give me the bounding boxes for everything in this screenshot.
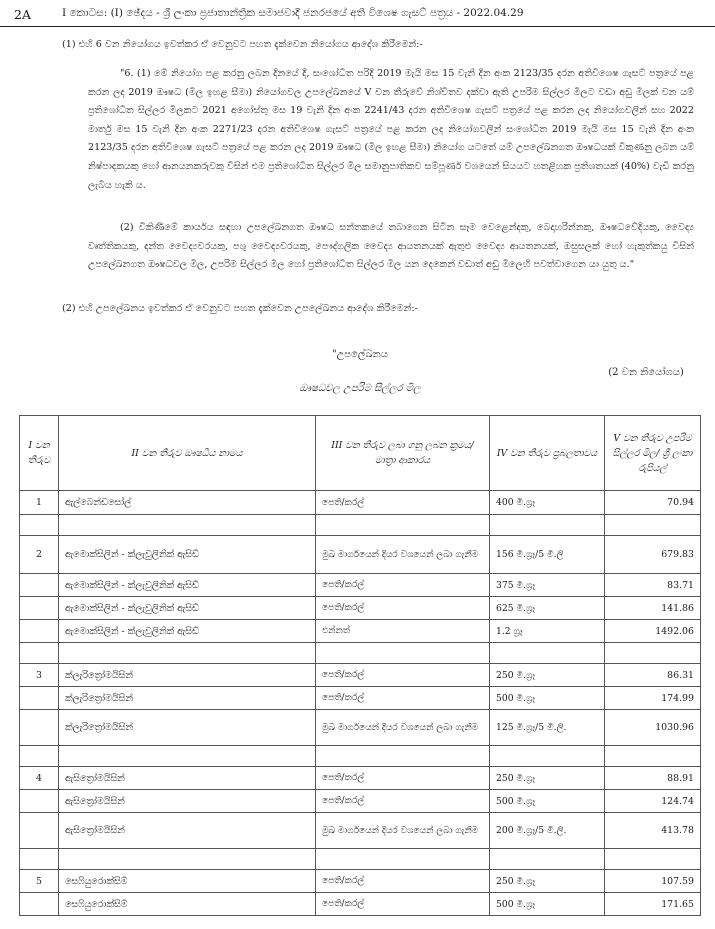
paragraph-regulation-6-2: (2) විකිණීමේ කාර්යය සඳහා උපලේඛනගත ඖෂධ සන්තකයේ තබාගෙන සිටින සෑම වෙළෙන්දකු, බෙදාහරින්නකු, ඖෂධවේදියකු, වෛද්‍ය වෘත්තිකයකු, දන්ත වෛද්‍යවරයකු, පශු වෛද්‍යවරයකු, පෞද්ගලික වෛද්‍ය ආයතනයක් ඇතුළු වෛද්‍ය ආයතනයක්, ඔසුසලක් හෝ හැකුත්කයු විසින් උපලේඛනගත ඖෂධවල මිල, උපරිම සිල්ලර මිල හෝ ප්‍රතිශෝධිත සිල්ලර මිල යන දෙකෙන් වඩාත් අඩු මිලෙහි පවත්වාගෙන යා යුතු ය." (88, 222, 694, 271)
spacer-cell (490, 515, 605, 536)
spacer-cell (316, 849, 490, 870)
cell-drug-name: ඇසිත්‍රෝමයිසින් (59, 767, 316, 790)
cell-max-price: 107.59 (605, 870, 701, 893)
table-row (20, 893, 701, 916)
cell-drug-name: ක්ලැරිත්‍රෝමයිසින් (59, 664, 316, 687)
table-row (20, 664, 701, 687)
table-row (20, 620, 701, 643)
cell-max-price: 70.94 (605, 491, 701, 515)
table-row (20, 790, 701, 813)
spacer-cell (316, 515, 490, 536)
spacer-cell (605, 643, 701, 664)
table-row (20, 597, 701, 620)
cell-dosage-form: මුඛ මාර්ගයෙන් දියර වශයෙන් ලබා ගැනීම (316, 813, 490, 849)
header-col-1: I වන තීරුව (20, 416, 59, 491)
cell-drug-name: ක්ලැරිත්‍රෝමයිසින් (59, 710, 316, 746)
spacer-cell (605, 849, 701, 870)
cell-dosage-form: පෙති/කරල් (316, 687, 490, 710)
cell-number: 3 (20, 664, 59, 687)
spacer-cell (20, 515, 59, 536)
cell-drug-name: ඇසිත්‍රෝමයිසින් (59, 790, 316, 813)
cell-dosage-form: පෙති/කරල් (316, 597, 490, 620)
cell-number (20, 687, 59, 710)
cell-max-price: 1492.06 (605, 620, 701, 643)
spacer-cell (59, 849, 316, 870)
table-row (20, 870, 701, 893)
cell-drug-name: ඇමොක්සිලින් - ක්ලැවුලිනික් ඇසිඩ් (59, 620, 316, 643)
table-spacer-row (20, 515, 701, 536)
cell-max-price: 86.31 (605, 664, 701, 687)
cell-max-price: 171.65 (605, 893, 701, 916)
paragraph-2: (2) එහි උපලේඛනය ඉවත්කර ඒ වෙනුවට පහත දැක්වෙන උපලේඛනය ආදේශ කිරීමෙන්:- (62, 303, 418, 314)
cell-max-price: 679.83 (605, 536, 701, 574)
cell-drug-name: ඇමොක්සිලින් - ක්ලැවුලිනික් ඇසිඩ් (59, 536, 316, 574)
cell-max-price: 1030.96 (605, 710, 701, 746)
table-row (20, 491, 701, 515)
spacer-cell (59, 515, 316, 536)
schedule-reference: (2 වන නියෝගය) (608, 367, 684, 378)
cell-dosage-form: පෙති/කරල් (316, 767, 490, 790)
cell-number: 5 (20, 870, 59, 893)
table-row (20, 687, 701, 710)
cell-number: 2 (20, 536, 59, 574)
table-row (20, 710, 701, 746)
cell-strength: 250 මි.ග්‍රෑ (490, 767, 605, 790)
table-row (20, 813, 701, 849)
spacer-cell (490, 643, 605, 664)
header-col-4: IV වන තීරුව ප්‍රබලතාවය (490, 416, 605, 491)
cell-drug-name: ඇසිත්‍රෝමයිසින් (59, 813, 316, 849)
cell-number (20, 790, 59, 813)
cell-number (20, 620, 59, 643)
cell-strength: 125 මි.ග්‍රෑ/5 මි.ලි. (490, 710, 605, 746)
table-body (20, 491, 701, 916)
spacer-cell (316, 746, 490, 767)
cell-dosage-form: පෙති/කරල් (316, 790, 490, 813)
cell-number (20, 574, 59, 597)
gazette-title: I කොටස: (I) ඡේදය - ශ්‍රී ලංකා ප්‍රජාතාන්ත්‍රික සමාජවාදී ජනරජයේ අති විශෙෂ ගැසට් පත්‍රය - 2022.04.29 (62, 7, 524, 19)
cell-strength: 375 මි.ග්‍රෑ (490, 574, 605, 597)
table-row (20, 536, 701, 574)
table-spacer-row (20, 643, 701, 664)
cell-strength: 156 මි.ග්‍රෑ/5 මි.ලි (490, 536, 605, 574)
cell-strength: 500 මි.ග්‍රෑ (490, 790, 605, 813)
cell-dosage-form: පෙති/කරල් (316, 574, 490, 597)
cell-drug-name: සෙෆියුරොක්සිම් (59, 870, 316, 893)
cell-dosage-form: එන්නත් (316, 620, 490, 643)
cell-strength: 400 මි.ග්‍රෑ (490, 491, 605, 515)
page-number: 2A (14, 7, 31, 22)
spacer-cell (20, 746, 59, 767)
header-col-5: V වන තීරුව උපරිම සිල්ලර මිල/ ශ්‍රී ලංකා රුපියල් (605, 416, 701, 491)
cell-strength: 625 මි.ග්‍රෑ (490, 597, 605, 620)
cell-drug-name: සෙෆියුරොක්සිම් (59, 893, 316, 916)
cell-drug-name: ක්ලැරිත්‍රෝමයිසින් (59, 687, 316, 710)
cell-max-price: 88.91 (605, 767, 701, 790)
spacer-cell (490, 746, 605, 767)
spacer-cell (59, 643, 316, 664)
spacer-cell (59, 746, 316, 767)
cell-number (20, 813, 59, 849)
cell-dosage-form: පෙති/කරල් (316, 491, 490, 515)
cell-number: 1 (20, 491, 59, 515)
cell-dosage-form: මුඛ මාර්ගයෙන් දියර වශයෙන් ලබා ගැනීම (316, 536, 490, 574)
cell-strength: 250 මි.ග්‍රෑ (490, 664, 605, 687)
spacer-cell (605, 515, 701, 536)
paragraph-regulation-6-1: "6. (1) මේ නියෝග පළ කරනු ලබන දිනයේ දී, සංශෝධිත පරිදි 2019 මැයි මස 15 වැනි දින අංක 2123/35 දරන අතිවිශෙෂ ගැසට් පත්‍රයේ පළ කරන ලද 2019 ඖෂධ (මිල ඉහළ සීමා) නියෝගවල උපලේඛනයේ V වන තීරුවේ නිශ්චිතව දක්වා ඇති උපරිම සිල්ලර මිලට වඩා අඩු මිලක් වන යම් ප්‍රතිශෝධිත සිල්ලර මිලකට 2021 අගෝස්තු මස 19 වැනි දින අංක 2241/43 දරන අතිවිශෙෂ ගැසට් පත්‍රයේ පළ කරන ලද නියෝගවලින් සහ 2022 මාර්තු මස 15 වැනි දින අංක 2271/23 දරන අතිවිශෙෂ ගැසට් පත්‍රයේ පළ කරන ලද නියෝගවලින් සංශෝධිත 2019 මැයි මස 15 වැනි දින අංක 2123/35 දරන අතිවිශෙෂ ගැසට් පත්‍රයේ පළ කරන ලද 2019 ඖෂධ (මිල ඉහළ සීමා) නියෝග යටතේ යම් උපලේඛනගත ඖෂධයක් විකුණනු ලබන යම් නිෂ්පාදකයකු හෝ ආනයනකරුවකු විසින් එම ප්‍රතිශෝධිත සිල්ලර මිල සමානුපාතිකව සම්පූර්ණ වශයෙන් සියයට හතළිහක ප්‍රතිශතයක් (40%) වැඩි කරනු ලැබිය හැකි ය. (88, 68, 694, 191)
cell-drug-name: ඇමොක්සිලින් - ක්ලැවුලිනික් ඇසිඩ් (59, 597, 316, 620)
cell-strength: 500 මි.ග්‍රෑ (490, 893, 605, 916)
cell-drug-name: ඇල්බෙන්ඩසෝල් (59, 491, 316, 515)
cell-max-price: 83.71 (605, 574, 701, 597)
schedule-title: "උපලේඛනය (332, 349, 388, 360)
cell-strength: 250 මි.ග්‍රෑ (490, 870, 605, 893)
table-row (20, 574, 701, 597)
cell-dosage-form: පෙති/කරල් (316, 870, 490, 893)
cell-strength: 200 මි.ග්‍රෑ/5 මි.ලි. (490, 813, 605, 849)
cell-dosage-form: පෙති/කරල් (316, 664, 490, 687)
spacer-cell (605, 746, 701, 767)
cell-max-price: 124.74 (605, 790, 701, 813)
spacer-cell (490, 849, 605, 870)
table-header-row (20, 416, 701, 491)
cell-max-price: 141.86 (605, 597, 701, 620)
cell-number (20, 893, 59, 916)
page-header (0, 0, 715, 27)
table-spacer-row (20, 849, 701, 870)
spacer-cell (20, 849, 59, 870)
header-col-2: II වන තීරුව ඖෂධීය නාමය (59, 416, 316, 491)
cell-max-price: 174.99 (605, 687, 701, 710)
cell-dosage-form: මුඛ මාර්ගයෙන් දියර වශයෙන් ලබා ගැනීම (316, 710, 490, 746)
cell-number (20, 710, 59, 746)
cell-strength: 500 මි.ග්‍රෑ (490, 687, 605, 710)
paragraph-1: (1) එහි 6 වන නියෝගය ඉවත්කර ඒ වෙනුවට පහත දැක්වෙන නියෝගය ආදේශ කිරීමෙන්:- (62, 39, 423, 50)
table-spacer-row (20, 746, 701, 767)
price-table (19, 415, 701, 916)
table-row (20, 767, 701, 790)
cell-number: 4 (20, 767, 59, 790)
cell-strength: 1.2 ග්‍රෑ (490, 620, 605, 643)
spacer-cell (20, 643, 59, 664)
cell-number (20, 597, 59, 620)
header-col-3: III වන තීරුව ලබා ගනු ලබන ක්‍රමය/මාත්‍රා ආකාරය (316, 416, 490, 491)
cell-drug-name: ඇමොක්සිලින් - ක්ලැවුලිනික් ඇසිඩ් (59, 574, 316, 597)
cell-max-price: 413.78 (605, 813, 701, 849)
schedule-subtitle: ඖෂධවල උපරිම සිල්ලර මිල (299, 383, 421, 394)
spacer-cell (316, 643, 490, 664)
cell-dosage-form: පෙති/කරල් (316, 893, 490, 916)
